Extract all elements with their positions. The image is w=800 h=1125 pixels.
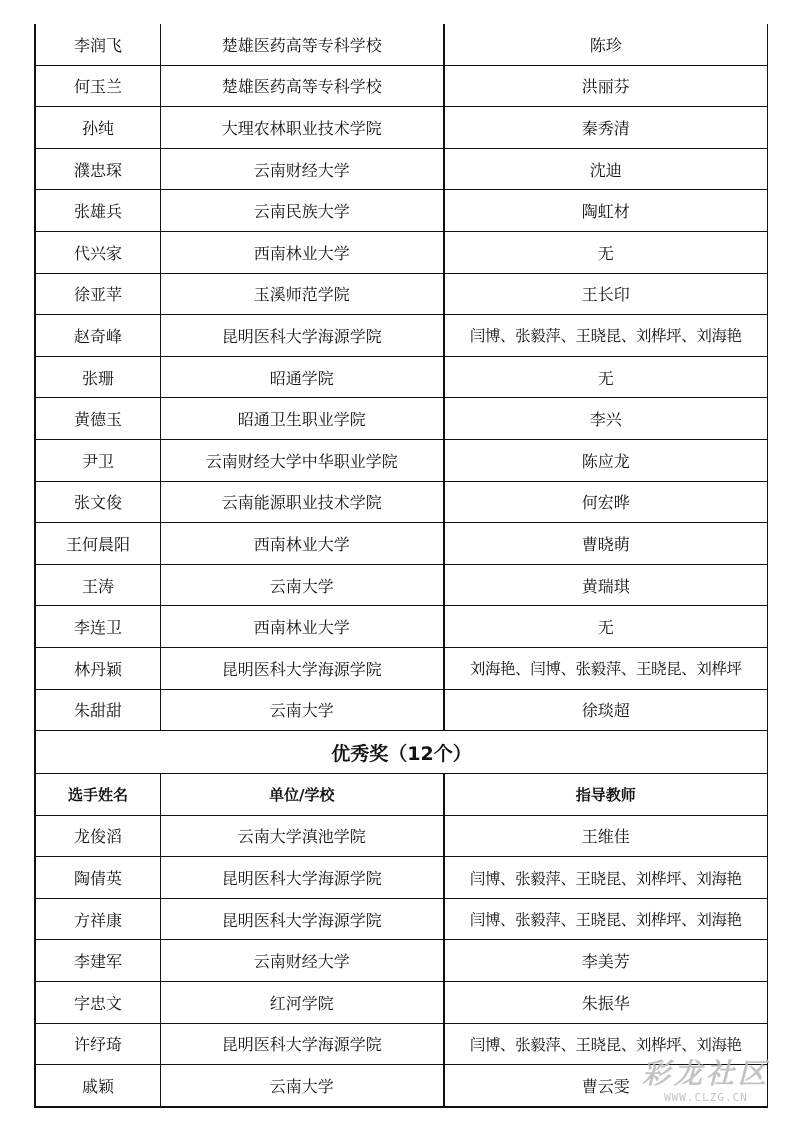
cell-school: 昆明医科大学海源学院 xyxy=(161,315,444,357)
cell-school: 楚雄医药高等专科学校 xyxy=(161,65,444,107)
cell-teacher: 无 xyxy=(444,356,768,398)
table-row xyxy=(36,982,768,1024)
table-row xyxy=(36,398,768,440)
cell-name: 张珊 xyxy=(36,356,161,398)
cell-name: 何玉兰 xyxy=(36,65,161,107)
cell-school: 昭通卫生职业学院 xyxy=(161,398,444,440)
cell-name: 王何晨阳 xyxy=(36,523,161,565)
table-row xyxy=(36,231,768,273)
table-row xyxy=(36,815,768,857)
table-row xyxy=(36,356,768,398)
cell-school: 昆明医科大学海源学院 xyxy=(161,1023,444,1065)
cell-name: 代兴家 xyxy=(36,231,161,273)
cell-teacher: 秦秀清 xyxy=(444,107,768,149)
cell-teacher: 李兴 xyxy=(444,398,768,440)
bottom-rows xyxy=(36,815,768,1106)
cell-name: 赵奇峰 xyxy=(36,315,161,357)
cell-teacher: 王维佳 xyxy=(444,815,768,857)
cell-teacher: 刘海艳、闫博、张毅萍、王晓昆、刘桦坪 xyxy=(444,647,768,689)
cell-name: 戚颖 xyxy=(36,1065,161,1107)
cell-teacher: 曹晓萌 xyxy=(444,523,768,565)
cell-school: 云南大学 xyxy=(161,1065,444,1107)
cell-teacher: 沈迪 xyxy=(444,148,768,190)
header-row xyxy=(36,774,768,816)
cell-teacher: 陈珍 xyxy=(444,24,768,65)
cell-school: 红河学院 xyxy=(161,982,444,1024)
table-row xyxy=(36,65,768,107)
cell-name: 李连卫 xyxy=(36,606,161,648)
cell-name: 方祥康 xyxy=(36,898,161,940)
cell-school: 昆明医科大学海源学院 xyxy=(161,898,444,940)
table-row xyxy=(36,857,768,899)
cell-teacher: 陈应龙 xyxy=(444,439,768,481)
cell-name: 朱甜甜 xyxy=(36,689,161,731)
cell-name: 许纾琦 xyxy=(36,1023,161,1065)
table-row xyxy=(36,523,768,565)
cell-school: 楚雄医药高等专科学校 xyxy=(161,24,444,65)
cell-school: 昭通学院 xyxy=(161,356,444,398)
section-title-row xyxy=(36,731,768,774)
cell-school: 云南能源职业技术学院 xyxy=(161,481,444,523)
table-row xyxy=(36,564,768,606)
table-row xyxy=(36,689,768,731)
cell-teacher: 黄瑞琪 xyxy=(444,564,768,606)
cell-name: 濮忠琛 xyxy=(36,148,161,190)
table-row xyxy=(36,606,768,648)
cell-teacher: 陶虹材 xyxy=(444,190,768,232)
table-row xyxy=(36,24,768,65)
cell-teacher: 闫博、张毅萍、王晓昆、刘桦坪、刘海艳 xyxy=(444,315,768,357)
cell-teacher: 王长印 xyxy=(444,273,768,315)
cell-name: 陶倩英 xyxy=(36,857,161,899)
header-name: 选手姓名 xyxy=(36,774,161,816)
cell-school: 西南林业大学 xyxy=(161,523,444,565)
cell-school: 云南财经大学中华职业学院 xyxy=(161,439,444,481)
cell-school: 云南大学滇池学院 xyxy=(161,815,444,857)
watermark-url: WWW.CLZG.CN xyxy=(664,1091,748,1104)
table-row xyxy=(36,439,768,481)
cell-name: 林丹颖 xyxy=(36,647,161,689)
cell-school: 西南林业大学 xyxy=(161,231,444,273)
header-teacher: 指导教师 xyxy=(444,774,768,816)
top-rows xyxy=(36,24,768,731)
cell-name: 黄德玉 xyxy=(36,398,161,440)
cell-name: 张雄兵 xyxy=(36,190,161,232)
table-row xyxy=(36,1023,768,1065)
cell-name: 张文俊 xyxy=(36,481,161,523)
cell-teacher: 闫博、张毅萍、王晓昆、刘桦坪、刘海艳 xyxy=(444,1023,768,1065)
cell-name: 王涛 xyxy=(36,564,161,606)
cell-teacher: 无 xyxy=(444,606,768,648)
cell-school: 玉溪师范学院 xyxy=(161,273,444,315)
cell-school: 云南大学 xyxy=(161,689,444,731)
cell-school: 西南林业大学 xyxy=(161,606,444,648)
cell-teacher: 闫博、张毅萍、王晓昆、刘桦坪、刘海艳 xyxy=(444,857,768,899)
table-row xyxy=(36,107,768,149)
table-row xyxy=(36,273,768,315)
watermark-text: 彩龙社区 xyxy=(641,1057,770,1090)
cell-teacher: 曹云雯 xyxy=(444,1065,768,1107)
table-row xyxy=(36,481,768,523)
cell-name: 孙纯 xyxy=(36,107,161,149)
header-school: 单位/学校 xyxy=(161,774,444,816)
table-row xyxy=(36,940,768,982)
cell-name: 李润飞 xyxy=(36,24,161,65)
cell-name: 李建军 xyxy=(36,940,161,982)
award-table-sheet xyxy=(34,24,768,1108)
table-row xyxy=(36,647,768,689)
cell-teacher: 闫博、张毅萍、王晓昆、刘桦坪、刘海艳 xyxy=(444,898,768,940)
section-block xyxy=(36,731,768,816)
table-row xyxy=(36,1065,768,1107)
cell-name: 尹卫 xyxy=(36,439,161,481)
cell-name: 字忠文 xyxy=(36,982,161,1024)
cell-school: 云南大学 xyxy=(161,564,444,606)
table-row xyxy=(36,898,768,940)
section-title: 优秀奖（12个） xyxy=(36,731,768,774)
table-row xyxy=(36,148,768,190)
cell-teacher: 无 xyxy=(444,231,768,273)
cell-teacher: 徐琰超 xyxy=(444,689,768,731)
cell-school: 云南财经大学 xyxy=(161,148,444,190)
cell-teacher: 洪丽芬 xyxy=(444,65,768,107)
cell-teacher: 何宏晔 xyxy=(444,481,768,523)
award-table xyxy=(35,24,768,1107)
cell-school: 昆明医科大学海源学院 xyxy=(161,647,444,689)
table-row xyxy=(36,315,768,357)
cell-school: 大理农林职业技术学院 xyxy=(161,107,444,149)
cell-name: 徐亚苹 xyxy=(36,273,161,315)
cell-teacher: 李美芳 xyxy=(444,940,768,982)
cell-teacher: 朱振华 xyxy=(444,982,768,1024)
cell-school: 云南财经大学 xyxy=(161,940,444,982)
cell-school: 云南民族大学 xyxy=(161,190,444,232)
cell-school: 昆明医科大学海源学院 xyxy=(161,857,444,899)
table-row xyxy=(36,190,768,232)
cell-name: 龙俊滔 xyxy=(36,815,161,857)
